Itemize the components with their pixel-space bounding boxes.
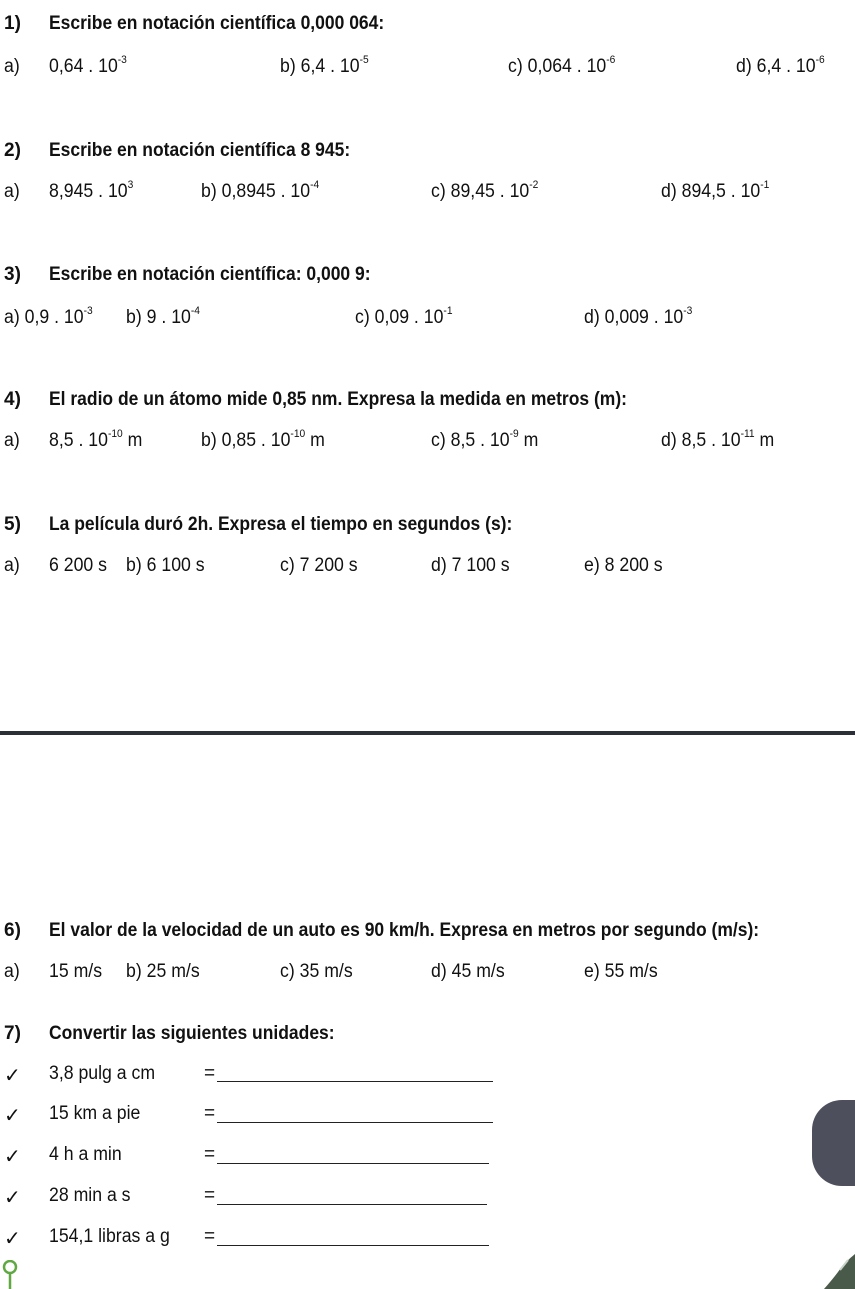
equals-sign: = (204, 1144, 216, 1165)
corner-decoration (818, 1254, 855, 1289)
option-c[interactable]: c) 7 200 s (280, 555, 358, 576)
option-d[interactable]: d) 7 100 s (431, 555, 510, 576)
question-text: Convertir las siguientes unidades: (49, 1023, 335, 1044)
question-number: 2) (4, 140, 21, 161)
option-b[interactable]: b) 6,4 . $10^{-5}$ (280, 54, 369, 77)
option-d[interactable]: d) 45 m/s (431, 961, 505, 982)
check-icon: ✓ (4, 1187, 21, 1209)
pin-icon (2, 1260, 18, 1289)
option-d[interactable]: d) 8,5 . $10^{-11}$ m (661, 428, 775, 451)
option-a[interactable]: a) (4, 181, 20, 202)
option-e[interactable]: e) 8 200 s (584, 555, 663, 576)
equals-sign: = (204, 1226, 216, 1247)
decorative-shape (812, 1100, 855, 1186)
question-number: 7) (4, 1023, 21, 1044)
option-d[interactable]: d) 0,009 . $10^{-3}$ (584, 305, 693, 328)
option-b[interactable]: b) 9 . $10^{-4}$ (126, 305, 200, 328)
option-d[interactable]: d) 6,4 . $10^{-6}$ (736, 54, 825, 77)
conversion-text: 28 min a s (49, 1185, 131, 1206)
question-text: Escribe en notación científica 0,000 064: (49, 13, 385, 34)
check-icon: ✓ (4, 1065, 21, 1087)
option-c[interactable]: c) 89,45 . $10^{-2}$ (431, 179, 539, 202)
conversion-text: 3,8 pulg a cm (49, 1063, 156, 1084)
question-text: Escribe en notación científica: 0,000 9: (49, 264, 371, 285)
question-text: El valor de la velocidad de un auto es 90 km/h. Expresa en metros por segundo (m/s): (49, 920, 760, 941)
option-a[interactable]: a) (4, 56, 20, 77)
question-number: 6) (4, 920, 21, 941)
conversion-text: 4 h a min (49, 1144, 122, 1165)
check-icon: ✓ (4, 1228, 21, 1250)
option-b[interactable]: b) 0,8945 . $10^{-4}$ (201, 179, 320, 202)
option-b[interactable]: b) 6 100 s (126, 555, 205, 576)
option-a-value: 15 m/s (49, 961, 103, 982)
question-number: 5) (4, 514, 21, 535)
option-c[interactable]: c) 35 m/s (280, 961, 353, 982)
option-a-value: 6 200 s (49, 555, 107, 576)
option-a-value: 8,5 . $10^{-10}$ m (49, 428, 143, 451)
answer-blank[interactable] (217, 1204, 487, 1205)
conversion-text: 154,1 libras a g (49, 1226, 170, 1247)
option-b[interactable]: b) 0,85 . $10^{-10}$ m (201, 428, 325, 451)
answer-blank[interactable] (217, 1081, 493, 1082)
option-c[interactable]: c) 0,064 . $10^{-6}$ (508, 54, 616, 77)
option-a-value: 8,945 . $10^3$ (49, 179, 134, 202)
option-e[interactable]: e) 55 m/s (584, 961, 658, 982)
equals-sign: = (204, 1185, 216, 1206)
option-a[interactable]: a) (4, 961, 20, 982)
question-text: Escribe en notación científica 8 945: (49, 140, 351, 161)
option-c[interactable]: c) 8,5 . $10^{-9}$ m (431, 428, 539, 451)
question-number: 4) (4, 389, 21, 410)
question-text: La película duró 2h. Expresa el tiempo en segundos (s): (49, 514, 513, 535)
option-d[interactable]: d) 894,5 . $10^{-1}$ (661, 179, 770, 202)
option-c[interactable]: c) 0,09 . $10^{-1}$ (355, 305, 453, 328)
question-text: El radio de un átomo mide 0,85 nm. Expresa la medida en metros (m): (49, 389, 627, 410)
check-icon: ✓ (4, 1105, 21, 1127)
option-a[interactable]: a) (4, 555, 20, 576)
page-divider (0, 731, 855, 735)
option-a[interactable]: a) 0,9 . $10^{-3}$ (4, 305, 93, 328)
answer-blank[interactable] (217, 1245, 489, 1246)
conversion-text: 15 km a pie (49, 1103, 141, 1124)
question-number: 3) (4, 264, 21, 285)
equals-sign: = (204, 1103, 216, 1124)
option-b[interactable]: b) 25 m/s (126, 961, 200, 982)
equals-sign: = (204, 1063, 216, 1084)
check-icon: ✓ (4, 1146, 21, 1168)
option-a[interactable]: a) (4, 430, 20, 451)
answer-blank[interactable] (217, 1163, 489, 1164)
answer-blank[interactable] (217, 1122, 493, 1123)
question-number: 1) (4, 13, 21, 34)
option-a-value: 0,64 . $10^{-3}$ (49, 54, 127, 77)
